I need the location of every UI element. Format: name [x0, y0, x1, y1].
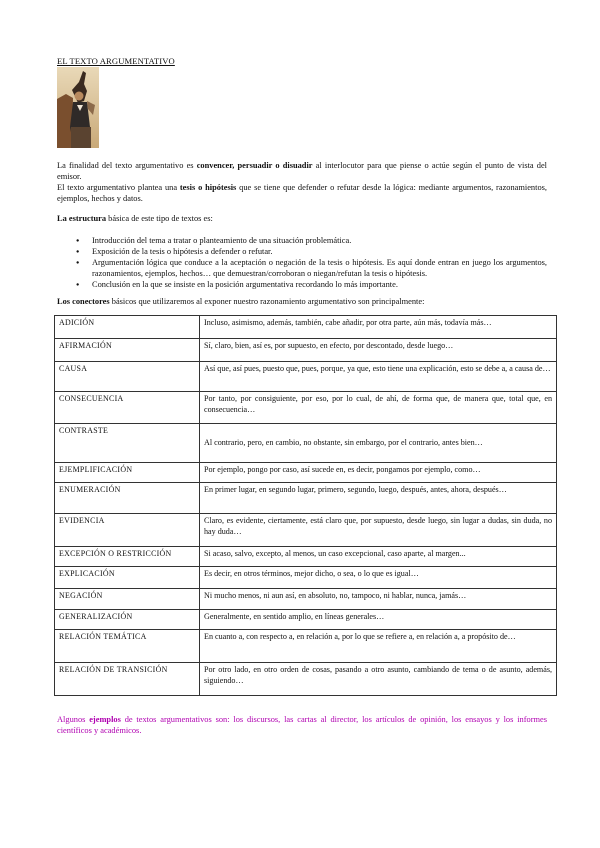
- examples-cell: En cuanto a, con respecto a, en relación a, por lo que se refiere a, en relación a, a propósito de…: [200, 630, 557, 663]
- examples-cell: Claro, es evidente, ciertamente, está claro que, por supuesto, desde luego, sin lugar a dudas, sin duda, no hay duda…: [200, 514, 557, 547]
- category-cell: EXPLICACIÓN: [55, 567, 200, 589]
- category-cell: CONSECUENCIA: [55, 392, 200, 424]
- examples-cell: Ni mucho menos, ni aun así, en absoluto, no, tampoco, ni hablar, nunca, jamás…: [200, 589, 557, 610]
- structure-list: [57, 236, 547, 291]
- table-row: [55, 589, 557, 610]
- intro-bold: tesis o hipótesis: [179, 182, 237, 192]
- table-row: [55, 424, 557, 463]
- category-cell: ENUMERACIÓN: [55, 483, 200, 514]
- category-cell: GENERALIZACIÓN: [55, 610, 200, 630]
- intro-paragraphs: [57, 161, 547, 205]
- examples-note-text: Algunos: [57, 715, 90, 724]
- examples-cell: En primer lugar, en segundo lugar, primero, segundo, luego, después, antes, ahora, después…: [200, 483, 557, 514]
- table-row: [55, 362, 557, 392]
- category-cell: RELACIÓN TEMÁTICA: [55, 630, 200, 663]
- examples-cell: Sí, claro, bien, así es, por supuesto, en efecto, por descontado, desde luego…: [200, 339, 557, 362]
- category-cell: EXCEPCIÓN O RESTRICCIÓN: [55, 547, 200, 567]
- examples-cell: Si acaso, salvo, excepto, al menos, un caso excepcional, caso aparte, al margen...: [200, 547, 557, 567]
- examples-note-bold: ejemplos: [89, 715, 121, 724]
- category-cell: NEGACIÓN: [55, 589, 200, 610]
- examples-cell: Así que, así pues, puesto que, pues, porque, ya que, esto tiene una explicación, esto se debe a, a causa de…: [200, 362, 557, 392]
- category-cell: CONTRASTE: [55, 424, 200, 463]
- table-row: [55, 567, 557, 589]
- examples-note: [57, 715, 547, 737]
- table-row: [55, 392, 557, 424]
- speaker-figure-image: [57, 67, 99, 148]
- table-row: [55, 547, 557, 567]
- examples-cell: Al contrario, pero, en cambio, no obstante, sin embargo, por el contrario, antes bien…: [200, 424, 557, 463]
- table-row: [55, 514, 557, 547]
- intro-bold: convencer, persuadir o disuadir: [196, 161, 313, 170]
- connectors-heading: [57, 297, 547, 308]
- list-item: ● Argumentación lógica que conduce a la aceptación o negación de la tesis o hipótesis. Es aquí donde entran en juego los argumentos, razonamientos, ejemplos, hechos… que demuestran/corroboran o niegan/refutan la tesis o hipótesis.: [57, 258, 547, 280]
- intro-paragraph-purpose: [57, 161, 547, 183]
- examples-note-text: de textos argumentativos son: los discursos, las cartas al director, los artículos de opinión, los ensayos y los informes científicos y académicos.: [57, 715, 547, 735]
- table-row: [55, 483, 557, 514]
- category-cell: EJEMPLIFICACIÓN: [55, 463, 200, 483]
- examples-cell: Generalmente, en sentido amplio, en líneas generales…: [200, 610, 557, 630]
- examples-cell: Por ejemplo, pongo por caso, así sucede en, es decir, pongamos por ejemplo, como…: [200, 463, 557, 483]
- orator-illustration: [57, 67, 99, 148]
- list-item: ● Introducción del tema a tratar o planteamiento de una situación problemática.: [57, 236, 547, 247]
- category-cell: RELACIÓN DE TRANSICIÓN: [55, 663, 200, 696]
- table-row: [55, 316, 557, 339]
- list-item: ● Conclusión en la que se insiste en la posición argumentativa recordando lo más importante.: [57, 280, 547, 291]
- examples-cell: Por otro lado, en otro orden de cosas, pasando a otro asunto, cambiando de tema o de asunto, además, siguiendo…: [200, 663, 557, 696]
- examples-cell: Es decir, en otros términos, mejor dicho, o sea, o lo que es igual…: [200, 567, 557, 589]
- table-row: [55, 610, 557, 630]
- structure-heading-bold: La estructura: [57, 214, 107, 223]
- list-item: ● Exposición de la tesis o hipótesis a defender o refutar.: [57, 247, 547, 258]
- category-cell: CAUSA: [55, 362, 200, 392]
- connectors-heading-text: básicos que utilizaremos al exponer nuestro razonamiento argumentativo son principalmente:: [109, 297, 425, 306]
- intro-text: al interlocutor para que piense o actúe según el punto de vista del emisor.: [57, 161, 548, 181]
- table-row: [55, 463, 557, 483]
- examples-cell: Incluso, asimismo, además, también, cabe añadir, por otra parte, aún más, todavía más…: [200, 316, 557, 339]
- intro-text: La finalidad del texto argumentativo es: [57, 161, 197, 170]
- table-row: [55, 339, 557, 362]
- intro-text: que se tiene que defender o refutar desde la lógica: mediante argumentos, razonamientos, ejemplos, hechos y datos.: [57, 182, 547, 203]
- category-cell: EVIDENCIA: [55, 514, 200, 547]
- intro-paragraph-thesis: [57, 183, 547, 205]
- structure-heading: [57, 214, 547, 225]
- table-row: [55, 630, 557, 663]
- structure-heading-text: básica de este tipo de textos es:: [106, 214, 213, 223]
- category-cell: AFIRMACIÓN: [55, 339, 200, 362]
- connectors-heading-bold: Los conectores: [57, 297, 110, 306]
- category-cell: ADICIÓN: [55, 316, 200, 339]
- table-row: [55, 663, 557, 696]
- connectors-table: [54, 315, 557, 696]
- intro-text: El texto argumentativo plantea una: [57, 182, 180, 192]
- document-title: EL TEXTO ARGUMENTATIVO: [57, 56, 175, 66]
- examples-cell: Por tanto, por consiguiente, por eso, por lo cual, de ahí, de forma que, de manera que, total que, en consecuencia…: [200, 392, 557, 424]
